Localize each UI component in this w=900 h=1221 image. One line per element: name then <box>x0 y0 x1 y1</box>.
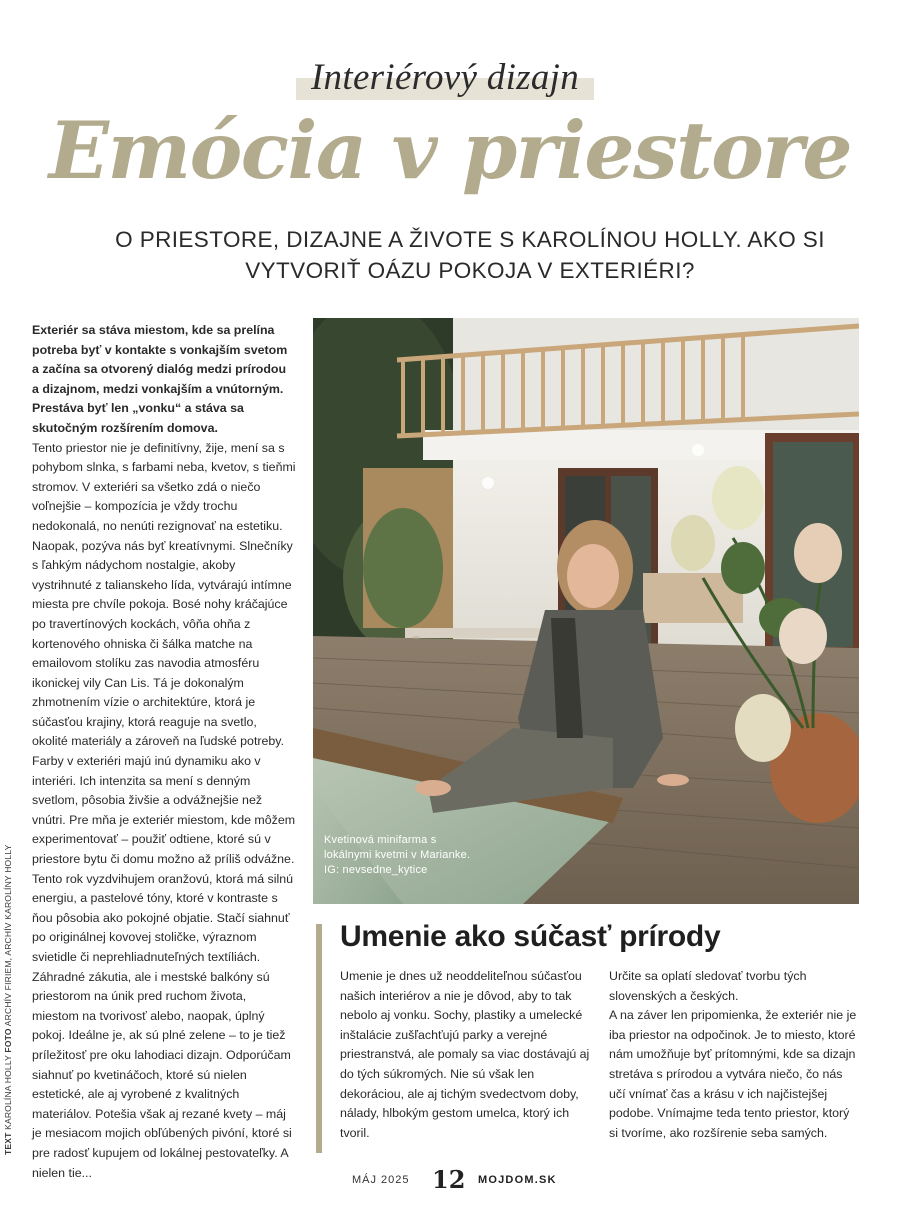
article-column-middle <box>340 967 590 1143</box>
subhead-accent-bar <box>316 924 322 1153</box>
credit-text-value: KAROLÍNA HOLLY <box>3 1055 13 1130</box>
page-folio <box>0 1165 900 1194</box>
section-kicker: Interiérový dizajn <box>310 57 580 98</box>
article-paragraph: Umenie je dnes už neoddeliteľnou súčasťou našich interiérov a nie je dôvod, aby to tak nebolo aj vonku. Sochy, plastiky a umelecké inštalácie zušľachťujú parky a verejné priestranstvá, ale pomaly sa viac dostávajú aj do tých súkromých. Nie sú však len dekoráciou, ale aj tichým svedectvom doby, nálady, hlbokým gestom umelca, ktorý ich tvoril. <box>340 969 590 1140</box>
article-paragraph: Tento priestor nie je definitívny, žije, mení sa s pohybom slnka, s farbami neba, kvetov, s tieňmi stromov. V exteriéri sa všetko zdá o niečo voľnejšie – kompozícia je vždy trochu nedokonalá, no nenúti rezignovať na estetiku. Naopak, pozýva nás byť kreatívnymi. Slnečníky s ľahkým nádychom nostalgie, akoby vystrihnuté z talianskeho lída, vytvárajú intímne miesta pre chvíle pokoja. Bosé nohy kráčajúce po travertínových kockách, vôňa ohňa z kortenového ohniska či šálka matche na emailovom stolíku zas navodia atmosféru ikonickej vily Can Lis. Tá je dokonalým zhmotnením vízie o architektúre, ktorá je súčasťou krajiny, ktorá reaguje na svetlo, okolité materiály a zároveň na ľudské potreby. <box>32 440 296 749</box>
credit-text-label: TEXT <box>3 1132 13 1155</box>
credit-photo-value: ARCHÍV FIRIEM, ARCHÍV KAROLÍNY HOLLY <box>3 844 13 1027</box>
article-paragraph: Záhradné zákutia, ale i mestské balkóny sú priestorom na únik pred ruchom života, miestom na tvorivosť alebo, naopak, úplný pokoj. Ideálne je, ak sú plné zelene – to je tiež príležitosť pre oku lahodiaci dizajn. Odporúčam siahnuť po kvetináčoch, ktoré sú nielen estetické, ale aj vyrobené z kvalitných materiálov. Potešia však aj rezané kvety – máj je mesiacom mojich obľúbených pivóní, ktoré si pre radosť kupujem od lokálnej pestovateľky. A nielen tie... <box>32 969 292 1180</box>
article-paragraph: Farby v exteriéri majú inú dynamiku ako v interiéri. Ich intenzita sa mení s denným svetlom, pôsobia živšie a odvážnejšie než vnútri. Pre mňa je exteriér miestom, kde môžem experimentovať – použiť odtiene, ktoré sú v priestore bytu či domu možno až príliš odvážne. Tento rok vyzdvihujem oranžovú, ktorá má silnú energiu, a pastelové tóny, ktoré v kontraste s ňou pôsobia ako pokojné objatie. Stačí siahnuť po originálnej kovovej stoličke, výraznom svietidle či neprehliadnuteľných textíliách. <box>32 754 296 964</box>
photo-caption: Kvetinová minifarma s lokálnymi kvetmi v Marianke. IG: nevsedne_kytice <box>324 834 471 876</box>
site-name: MOJDOM.SK <box>478 1174 557 1186</box>
page-number: 12 <box>432 1165 466 1194</box>
article-column-left <box>32 321 296 1183</box>
article-column-right <box>609 967 861 1143</box>
article-paragraph: A na záver len pripomienka, že exteriér nie je iba priestor na odpočinok. Je to miesto, ktoré nám umožňuje byť prítomnými, kde sa dizajn stretáva s prírodou a vytvára niečo, čo nás učí vnímať čas a krásu v ich najčistejšej podobe. Vnímajme teda tento priestor, ktorý si tvoríme, ako rozšírenie seba samých. <box>609 1008 857 1140</box>
article-paragraph: Určite sa oplatí sledovať tvorbu tých slovenských a českých. <box>609 969 807 1003</box>
issue-date: MÁJ 2025 <box>352 1174 410 1186</box>
credit-photo-label: FOTO <box>3 1028 13 1053</box>
article-photo <box>313 318 859 904</box>
article-lead: Exteriér sa stáva miestom, kde sa prelína potreba byť v kontakte s vonkajším svetom a začína sa otvorený dialóg medzi prírodou a dizajnom, medzi vonkajším a vnútorným. Prestáva byť len „vonku“ a stáva sa skutočným rozšírením domova. <box>32 323 288 435</box>
article-subhead: Umenie ako súčasť prírody <box>340 920 721 953</box>
photo-text-credit <box>3 835 13 1155</box>
article-headline: Emócia v priestore <box>48 104 852 197</box>
article-deck: O PRIESTORE, DIZAJNE A ŽIVOTE S KAROLÍNOU HOLLY. AKO SI VYTVORIŤ OÁZU POKOJA V EXTERIÉRI? <box>115 227 825 283</box>
photo-illustration <box>313 318 859 904</box>
